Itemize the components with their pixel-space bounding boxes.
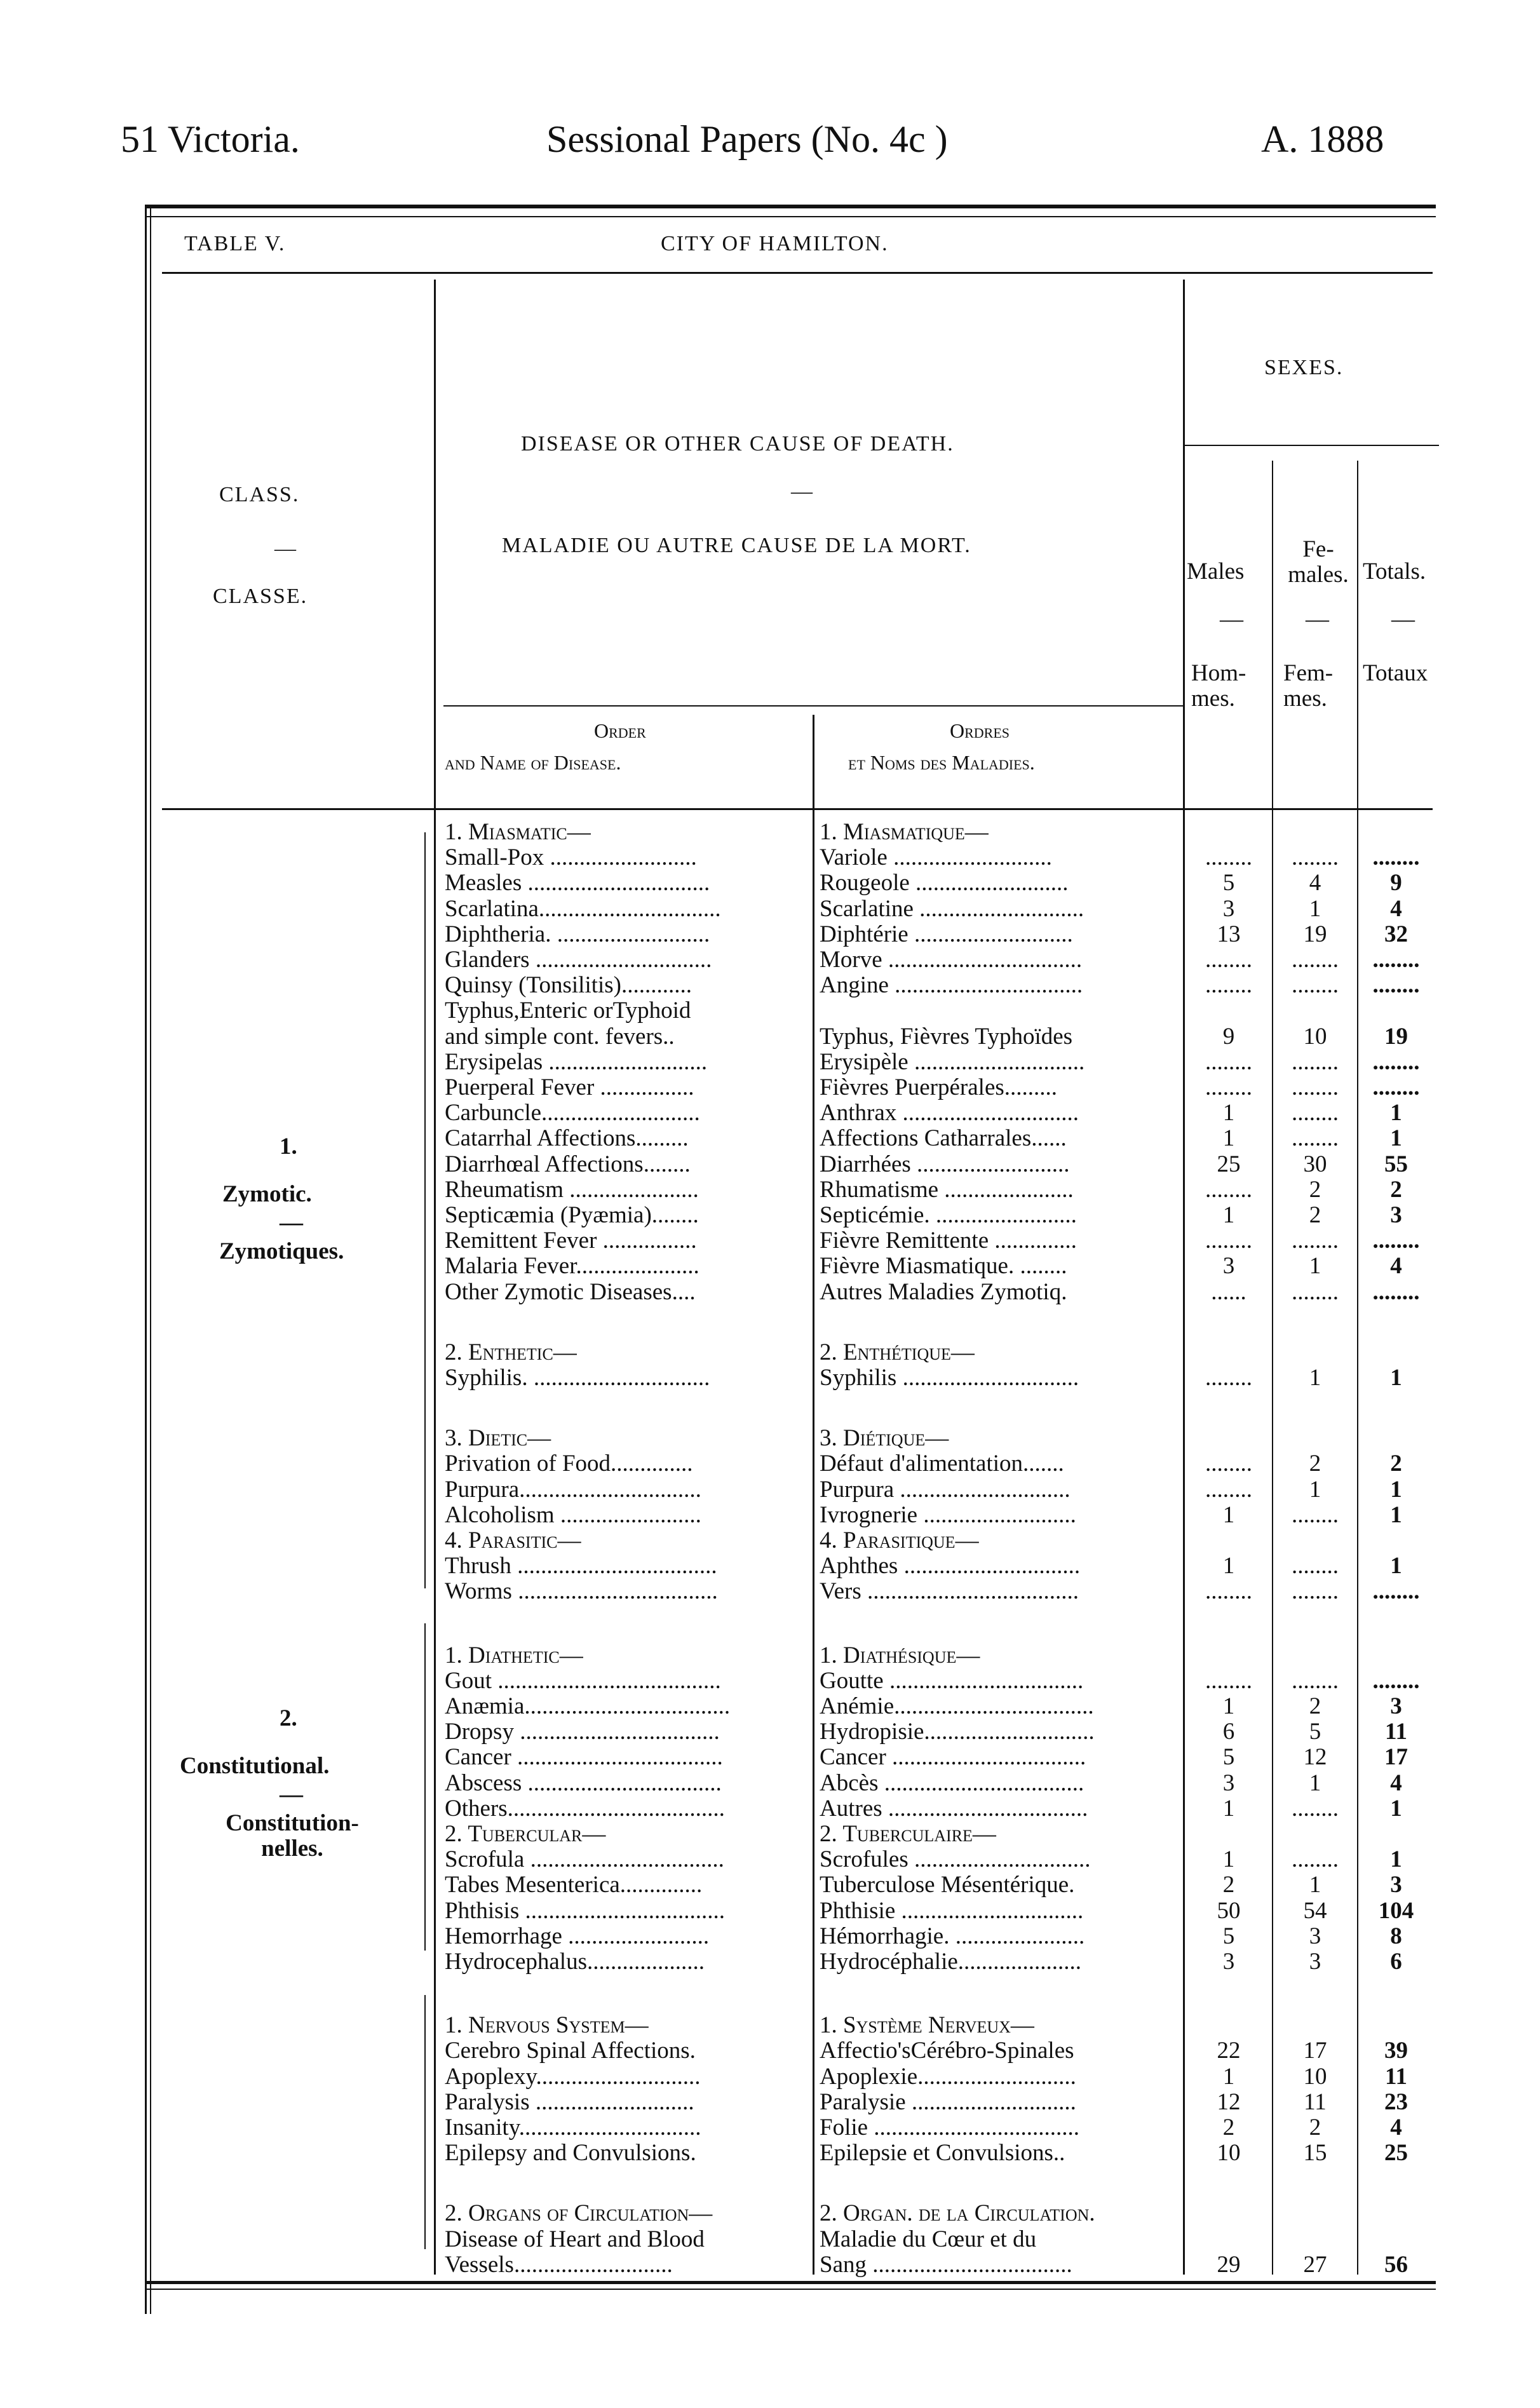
row-males: ........: [1205, 1668, 1252, 1694]
row-males: 13: [1217, 921, 1241, 947]
row-en: Thrush ..................................: [445, 1553, 717, 1579]
row-total: 55: [1384, 1151, 1408, 1177]
row-en: Phthisis ..................................: [445, 1898, 725, 1924]
class-header-fr: CLASSE.: [213, 585, 308, 608]
row-males: 3: [1222, 896, 1235, 922]
row-males: 1: [1222, 1796, 1235, 1822]
row-total: 11: [1385, 2064, 1407, 2090]
brace-local: [424, 1995, 426, 2249]
row-fr: Maladie du Cœur et du: [820, 2226, 1037, 2252]
row-fr: Folie ...................................: [820, 2115, 1080, 2141]
females-header-en: Fe-males.: [1288, 536, 1349, 588]
row-males: ......: [1211, 1279, 1246, 1305]
row-en: Quinsy (Tonsilitis)............: [445, 973, 692, 999]
row-females: 2: [1309, 1177, 1321, 1203]
order-header-fr-1: Ordres: [950, 719, 1010, 742]
row-males: ........: [1205, 1365, 1252, 1391]
row-fr: Morve .................................: [820, 947, 1083, 973]
row-en: Syphilis. ..............................: [445, 1365, 710, 1391]
row-fr: Septicémie. ........................: [820, 1203, 1077, 1228]
row-males: 2: [1222, 2115, 1235, 2141]
row-en: 3. Dietic—: [445, 1426, 551, 1452]
row-en: Rheumatism ......................: [445, 1177, 699, 1203]
row-en: Privation of Food..............: [445, 1451, 693, 1477]
row-fr: 1. Diathésique—: [820, 1642, 980, 1668]
row-females: 19: [1303, 921, 1327, 947]
row-en: Hydrocephalus....................: [445, 1949, 705, 1975]
row-en: Other Zymotic Diseases....: [445, 1279, 696, 1305]
row-total: 3: [1390, 1872, 1402, 1898]
row-females: ........: [1292, 1126, 1339, 1152]
title-rule: [162, 272, 1433, 274]
row-females: 54: [1303, 1898, 1327, 1924]
row-males: ........: [1205, 1177, 1252, 1203]
row-fr: Hydrocéphalie.....................: [820, 1949, 1082, 1975]
row-females: 11: [1304, 2089, 1327, 2115]
row-males: ........: [1205, 1228, 1252, 1254]
totals-header-en: Totals.: [1363, 558, 1426, 585]
row-total: 1: [1390, 1477, 1402, 1503]
row-females: ........: [1292, 1553, 1339, 1579]
row-total: 104: [1378, 1898, 1414, 1924]
row-males: 6: [1222, 1719, 1235, 1745]
row-en: Carbuncle...........................: [445, 1100, 700, 1126]
row-fr: Sang ..................................: [820, 2252, 1072, 2278]
disease-header-dash: —: [791, 480, 814, 503]
row-fr: Ivrognerie ..........................: [820, 1502, 1076, 1528]
row-en: Hemorrhage ........................: [445, 1923, 710, 1949]
row-males: 1: [1222, 2064, 1235, 2090]
row-fr: Paralysie ............................: [820, 2089, 1076, 2115]
row-en: Tabes Mesenterica..............: [445, 1872, 703, 1898]
totals-header-dash: —: [1391, 606, 1415, 632]
row-en: Cerebro Spinal Affections.: [445, 2038, 696, 2064]
order-header-en-2: and Name of Disease.: [445, 751, 621, 774]
row-total: 6: [1390, 1949, 1402, 1975]
row-males: 1: [1222, 1847, 1235, 1873]
class-2-num: 2.: [280, 1705, 297, 1731]
row-females: ........: [1292, 1075, 1339, 1100]
row-total: 56: [1384, 2252, 1408, 2278]
row-en: Alcoholism ........................: [445, 1502, 701, 1528]
row-fr: Vers ....................................: [820, 1579, 1079, 1605]
males-header-fr: Hom-mes.: [1191, 660, 1246, 712]
row-females: 2: [1309, 1451, 1321, 1477]
brace-zymotic: [424, 832, 426, 1588]
row-en: 1. Diathetic—: [445, 1642, 583, 1668]
row-en: Paralysis ...........................: [445, 2089, 694, 2115]
row-males: 22: [1217, 2038, 1241, 2064]
row-males: 9: [1222, 1024, 1235, 1050]
row-males: ........: [1205, 1049, 1252, 1075]
row-fr: Hydropisie.............................: [820, 1719, 1095, 1745]
row-fr: Fièvre Miasmatique. ........: [820, 1254, 1067, 1280]
row-males: ........: [1205, 947, 1252, 973]
row-females: ........: [1292, 973, 1339, 999]
males-header-en: Males: [1187, 558, 1245, 585]
row-females: 1: [1309, 1872, 1321, 1898]
row-fr: Diarrhées ..........................: [820, 1151, 1070, 1177]
row-en: Erysipelas ...........................: [445, 1049, 708, 1075]
row-total: 23: [1384, 2089, 1408, 2115]
row-en: 1. Miasmatic—: [445, 820, 591, 845]
row-males: 1: [1222, 1502, 1235, 1528]
row-fr: Rougeole ..........................: [820, 870, 1069, 896]
row-en: Scarlatina...............................: [445, 896, 721, 922]
row-en: Septicæmia (Pyæmia)........: [445, 1203, 699, 1228]
row-fr: Epilepsie et Convulsions..: [820, 2141, 1065, 2167]
row-females: ........: [1292, 947, 1339, 973]
page-header-left: 51 Victoria.: [121, 118, 300, 160]
col-divider-class: [434, 280, 436, 2275]
row-males: ........: [1205, 1477, 1252, 1503]
row-total: 4: [1390, 2115, 1402, 2141]
col-divider-females: [1357, 461, 1358, 2275]
row-females: ........: [1292, 1579, 1339, 1605]
row-en: Catarrhal Affections.........: [445, 1126, 689, 1152]
class-2-fr: Constitution-nelles.: [226, 1810, 359, 1862]
row-females: ........: [1292, 1049, 1339, 1075]
row-males: 1: [1222, 1203, 1235, 1228]
row-fr: Affections Catharrales......: [820, 1126, 1067, 1152]
row-females: ........: [1292, 1847, 1339, 1873]
row-fr: Scrofules ..............................: [820, 1847, 1091, 1873]
disease-header-en: DISEASE OR OTHER CAUSE OF DEATH.: [521, 432, 954, 456]
row-fr: Fièvres Puerpérales.........: [820, 1075, 1058, 1100]
bottom-rule: [146, 2281, 1436, 2284]
row-females: 30: [1303, 1151, 1327, 1177]
row-females: 3: [1309, 1923, 1321, 1949]
row-en: Scrofula .................................: [445, 1847, 724, 1873]
row-fr: Purpura .............................: [820, 1477, 1071, 1503]
row-males: 3: [1222, 1770, 1235, 1796]
row-en: Anæmia...................................: [445, 1694, 731, 1719]
row-fr: Cancer .................................: [820, 1745, 1086, 1771]
row-en: Gout ......................................: [445, 1668, 721, 1694]
row-males: 2: [1222, 1872, 1235, 1898]
row-total: 8: [1390, 1923, 1402, 1949]
row-females: 1: [1309, 896, 1321, 922]
row-total: 17: [1384, 1745, 1408, 1771]
row-en: Malaria Fever.....................: [445, 1254, 699, 1280]
col-divider-order: [813, 715, 814, 2275]
row-females: 15: [1303, 2141, 1327, 2167]
row-total: 32: [1384, 921, 1408, 947]
row-total: 1: [1390, 1126, 1402, 1152]
row-en: Small-Pox .........................: [445, 845, 697, 871]
row-males: 29: [1217, 2252, 1241, 2278]
row-en: Typhus,Enteric orTyphoid: [445, 998, 691, 1024]
row-total: 1: [1390, 1847, 1402, 1873]
row-total: ........: [1372, 947, 1420, 973]
row-fr: Anthrax ..............................: [820, 1100, 1079, 1126]
row-total: ........: [1372, 1075, 1420, 1100]
row-fr: 2. Organ. de la Circulation.: [820, 2201, 1095, 2227]
row-total: 1: [1390, 1553, 1402, 1579]
row-en: 1. Nervous System—: [445, 2013, 649, 2039]
row-fr: Tuberculose Mésentérique.: [820, 1872, 1075, 1898]
row-males: 1: [1222, 1553, 1235, 1579]
females-header-dash: —: [1306, 606, 1329, 632]
row-total: 19: [1384, 1024, 1408, 1050]
row-fr: Autres ..................................: [820, 1796, 1088, 1822]
row-males: 5: [1222, 1745, 1235, 1771]
males-header-dash: —: [1220, 606, 1243, 632]
row-total: 4: [1390, 896, 1402, 922]
row-males: ........: [1205, 973, 1252, 999]
row-females: ........: [1292, 1502, 1339, 1528]
row-fr: Autres Maladies Zymotiq.: [820, 1279, 1067, 1305]
class-2-en: Constitutional.: [180, 1753, 330, 1779]
row-fr: Apoplexie...........................: [820, 2064, 1076, 2090]
row-fr: 2. Enthétique—: [820, 1339, 975, 1365]
row-total: 4: [1390, 1254, 1402, 1280]
left-border: [145, 205, 147, 2314]
row-fr: Anémie..................................: [820, 1694, 1094, 1719]
row-fr: Scarlatine ............................: [820, 896, 1084, 922]
row-total: 39: [1384, 2038, 1408, 2064]
row-males: 5: [1222, 1923, 1235, 1949]
row-females: ........: [1292, 1228, 1339, 1254]
row-males: 50: [1217, 1898, 1241, 1924]
row-total: 3: [1390, 1694, 1402, 1719]
row-males: 12: [1217, 2089, 1241, 2115]
row-en: Epilepsy and Convulsions.: [445, 2141, 696, 2167]
brace-constitutional: [424, 1623, 426, 1951]
row-fr: 3. Diétique—: [820, 1426, 949, 1452]
row-females: 2: [1309, 2115, 1321, 2141]
col-divider-males: [1272, 461, 1273, 2275]
row-en: Others.....................................: [445, 1796, 725, 1822]
page-header-right: A. 1888: [1261, 118, 1384, 160]
row-males: 3: [1222, 1254, 1235, 1280]
row-females: 1: [1309, 1254, 1321, 1280]
row-en: 4. Parasitic—: [445, 1528, 581, 1553]
row-en: Cancer ...................................: [445, 1745, 723, 1771]
row-total: ........: [1372, 1668, 1420, 1694]
disease-header-fr: MALADIE OU AUTRE CAUSE DE LA MORT.: [502, 534, 971, 557]
row-males: 25: [1217, 1151, 1241, 1177]
row-fr: Syphilis ..............................: [820, 1365, 1079, 1391]
order-header-en-1: Order: [594, 719, 646, 742]
row-total: 2: [1390, 1177, 1402, 1203]
row-fr: Goutte .................................: [820, 1668, 1084, 1694]
header-bottom-rule: [162, 808, 1433, 810]
row-total: ........: [1372, 1279, 1420, 1305]
row-total: 1: [1390, 1502, 1402, 1528]
row-en: Purpura...............................: [445, 1477, 701, 1503]
sexes-header: SEXES.: [1264, 356, 1344, 379]
row-females: 17: [1303, 2038, 1327, 2064]
row-females: 1: [1309, 1477, 1321, 1503]
row-en: Worms ..................................: [445, 1579, 718, 1605]
table-label: TABLE V.: [184, 232, 286, 255]
row-males: ........: [1205, 1579, 1252, 1605]
row-fr: 1. Miasmatique—: [820, 820, 989, 845]
row-total: 4: [1390, 1770, 1402, 1796]
row-total: 3: [1390, 1203, 1402, 1228]
row-fr: Fièvre Remittente ..............: [820, 1228, 1077, 1254]
row-en: 2. Tubercular—: [445, 1822, 606, 1847]
row-total: 1: [1390, 1365, 1402, 1391]
class-2-dash: —: [280, 1782, 303, 1808]
top-rule: [146, 205, 1436, 208]
row-fr: Diphtérie ...........................: [820, 921, 1073, 947]
row-males: 5: [1222, 870, 1235, 896]
row-females: 12: [1303, 1745, 1327, 1771]
row-fr: Angine ................................: [820, 973, 1083, 999]
row-females: 5: [1309, 1719, 1321, 1745]
row-females: 1: [1309, 1365, 1321, 1391]
row-females: 2: [1309, 1694, 1321, 1719]
row-total: 2: [1390, 1451, 1402, 1477]
class-1-fr: Zymotiques.: [219, 1238, 344, 1264]
row-males: 10: [1217, 2141, 1241, 2167]
row-females: 27: [1303, 2252, 1327, 2278]
row-fr: Hémorrhagie. ......................: [820, 1923, 1085, 1949]
row-females: ........: [1292, 1796, 1339, 1822]
females-header-fr: Fem-mes.: [1283, 660, 1334, 712]
row-fr: 1. Système Nerveux—: [820, 2013, 1034, 2039]
row-en: and simple cont. fevers..: [445, 1024, 675, 1050]
row-en: Insanity...............................: [445, 2115, 701, 2141]
row-males: ........: [1205, 1075, 1252, 1100]
row-females: 2: [1309, 1203, 1321, 1228]
sexes-rule: [1185, 445, 1439, 446]
row-total: ........: [1372, 1228, 1420, 1254]
totals-header-fr: Totaux: [1363, 660, 1428, 686]
row-fr: Aphthes ..............................: [820, 1553, 1081, 1579]
table-title: CITY OF HAMILTON.: [661, 232, 889, 255]
left-border-inner: [150, 205, 151, 2314]
row-en: Abscess .................................: [445, 1770, 722, 1796]
row-fr: Affectio'sCérébro-Spinales: [820, 2038, 1074, 2064]
row-females: 1: [1309, 1770, 1321, 1796]
order-header-fr-2: et Noms des Maladies.: [848, 751, 1035, 774]
row-en: Remittent Fever ................: [445, 1228, 697, 1254]
class-header-en: CLASS.: [219, 483, 300, 506]
top-rule-thin: [146, 216, 1436, 217]
row-en: Diphtheria. ..........................: [445, 921, 710, 947]
row-total: 1: [1390, 1100, 1402, 1126]
class-1-en: Zymotic.: [222, 1181, 312, 1207]
row-males: 1: [1222, 1100, 1235, 1126]
row-males: ........: [1205, 1451, 1252, 1477]
class-1-num: 1.: [280, 1133, 297, 1160]
row-females: 10: [1303, 1024, 1327, 1050]
row-fr: Phthisie ...............................: [820, 1898, 1084, 1924]
row-en: Measles ...............................: [445, 870, 710, 896]
row-fr: Typhus, Fièvres Typhoïdes: [820, 1024, 1073, 1050]
row-fr: Rhumatisme ......................: [820, 1177, 1074, 1203]
row-fr: Défaut d'alimentation.......: [820, 1451, 1064, 1477]
row-fr: Variole ...........................: [820, 845, 1052, 871]
row-males: 1: [1222, 1694, 1235, 1719]
row-females: 4: [1309, 870, 1321, 896]
row-en: Diarrhœal Affections........: [445, 1151, 691, 1177]
row-en: Disease of Heart and Blood: [445, 2226, 705, 2252]
row-total: 11: [1385, 1719, 1407, 1745]
row-total: 25: [1384, 2141, 1408, 2167]
row-total: 1: [1390, 1796, 1402, 1822]
row-fr: Abcès ..................................: [820, 1770, 1084, 1796]
row-males: ........: [1205, 845, 1252, 871]
row-en: Apoplexy............................: [445, 2064, 701, 2090]
row-en: Vessels...........................: [445, 2252, 673, 2278]
row-females: 3: [1309, 1949, 1321, 1975]
row-total: ........: [1372, 845, 1420, 871]
row-males: 3: [1222, 1949, 1235, 1975]
row-en: Dropsy ..................................: [445, 1719, 720, 1745]
row-females: ........: [1292, 1100, 1339, 1126]
row-females: ........: [1292, 1668, 1339, 1694]
row-en: 2. Enthetic—: [445, 1339, 577, 1365]
class-header-dash: —: [274, 537, 297, 560]
page-header-center: Sessional Papers (No. 4c ): [546, 118, 948, 160]
row-en: 2. Organs of Circulation—: [445, 2201, 713, 2227]
order-rule: [443, 705, 1184, 707]
row-females: ........: [1292, 845, 1339, 871]
row-en: Glanders ..............................: [445, 947, 712, 973]
col-divider-disease: [1183, 280, 1185, 2275]
row-fr: Erysipèle .............................: [820, 1049, 1085, 1075]
row-total: ........: [1372, 1049, 1420, 1075]
row-females: ........: [1292, 1279, 1339, 1305]
row-total: ........: [1372, 1579, 1420, 1605]
row-females: 10: [1303, 2064, 1327, 2090]
row-total: ........: [1372, 973, 1420, 999]
row-fr: 2. Tuberculaire—: [820, 1822, 996, 1847]
row-en: Puerperal Fever ................: [445, 1075, 694, 1100]
class-1-dash: —: [280, 1210, 303, 1236]
row-males: 1: [1222, 1126, 1235, 1152]
bottom-rule-thin: [146, 2289, 1436, 2290]
row-fr: 4. Parasitique—: [820, 1528, 979, 1553]
row-total: 9: [1390, 870, 1402, 896]
